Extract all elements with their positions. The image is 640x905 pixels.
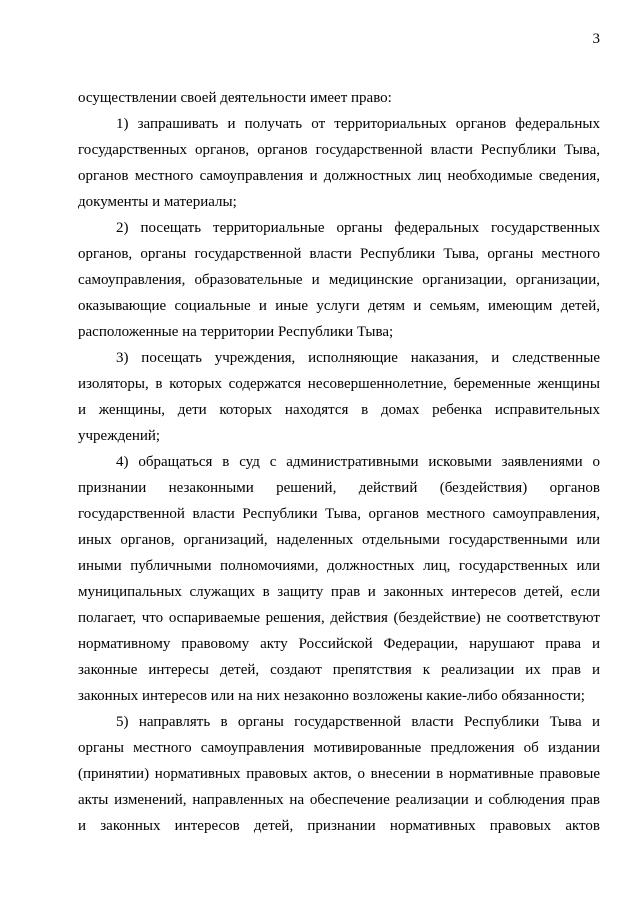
text-line: оказывающие социальные и иные услуги детям и семьям, имеющим детей, bbox=[78, 298, 600, 314]
paragraph bbox=[78, 215, 600, 345]
text-line: 3) посещать учреждения, исполняющие наказания, и следственные bbox=[116, 350, 600, 366]
text-line: 2) посещать территориальные органы федеральных государственных bbox=[116, 220, 600, 236]
text-line: полагает, что оспариваемые решения, действия (бездействие) не соответствуют bbox=[78, 610, 600, 626]
text-line: изоляторы, в которых содержатся несовершеннолетние, беременные женщины bbox=[78, 376, 600, 392]
text-line: 4) обращаться в суд с административными исковыми заявлениями о bbox=[116, 454, 600, 470]
text-line: 5) направлять в органы государственной власти Республики Тыва и bbox=[116, 714, 600, 730]
text-line: осуществлении своей деятельности имеет право: bbox=[78, 90, 392, 106]
text-line: органов, органы государственной власти Республики Тыва, органы местного bbox=[78, 246, 600, 262]
text-line: государственных органов, органов государственной власти Республики Тыва, bbox=[78, 142, 600, 158]
page-number: 3 bbox=[592, 31, 600, 47]
paragraph bbox=[78, 345, 600, 449]
text-line: учреждений; bbox=[78, 428, 161, 444]
text-line: иных органов, организаций, наделенных отдельными государственными или bbox=[78, 532, 600, 548]
text-line: государственной власти Республики Тыва, органов местного самоуправления, bbox=[78, 506, 600, 522]
text-line: органов местного самоуправления и должностных лиц необходимые сведения, bbox=[78, 168, 600, 184]
text-line: признании незаконными решений, действий (бездействия) органов bbox=[78, 480, 600, 496]
text-line: 1) запрашивать и получать от территориальных органов федеральных bbox=[116, 116, 600, 132]
paragraph bbox=[78, 449, 600, 709]
text-line: (принятии) нормативных правовых актов, о внесении в нормативные правовые bbox=[78, 766, 600, 782]
text-line: законных интересов или на них незаконно возложены какие-либо обязанности; bbox=[78, 688, 585, 704]
text-line: законные интересы детей, создают препятствия к реализации их прав и bbox=[78, 662, 600, 678]
text-line: муниципальных служащих в защиту прав и законных интересов детей, если bbox=[78, 584, 600, 600]
text-line: органы местного самоуправления мотивированные предложения об издании bbox=[78, 740, 600, 756]
paragraph bbox=[78, 85, 600, 111]
text-line: иными публичными полномочиями, должностных лиц, государственных или bbox=[78, 558, 600, 574]
text-line: расположенные на территории Республики Тыва; bbox=[78, 324, 394, 340]
text-line: акты изменений, направленных на обеспечение реализации и соблюдения прав bbox=[78, 792, 600, 808]
text-line: и законных интересов детей, признании нормативных правовых актов bbox=[78, 818, 600, 834]
text-line: документы и материалы; bbox=[78, 194, 237, 210]
text-line: и женщины, дети которых находятся в домах ребенка исправительных bbox=[78, 402, 600, 418]
text-line: нормативному правовому акту Российской Федерации, нарушают права и bbox=[78, 636, 600, 652]
paragraph bbox=[78, 709, 600, 839]
document-body bbox=[78, 85, 600, 839]
text-line: самоуправления, образовательные и медицинские организации, организации, bbox=[78, 272, 600, 288]
paragraph bbox=[78, 111, 600, 215]
